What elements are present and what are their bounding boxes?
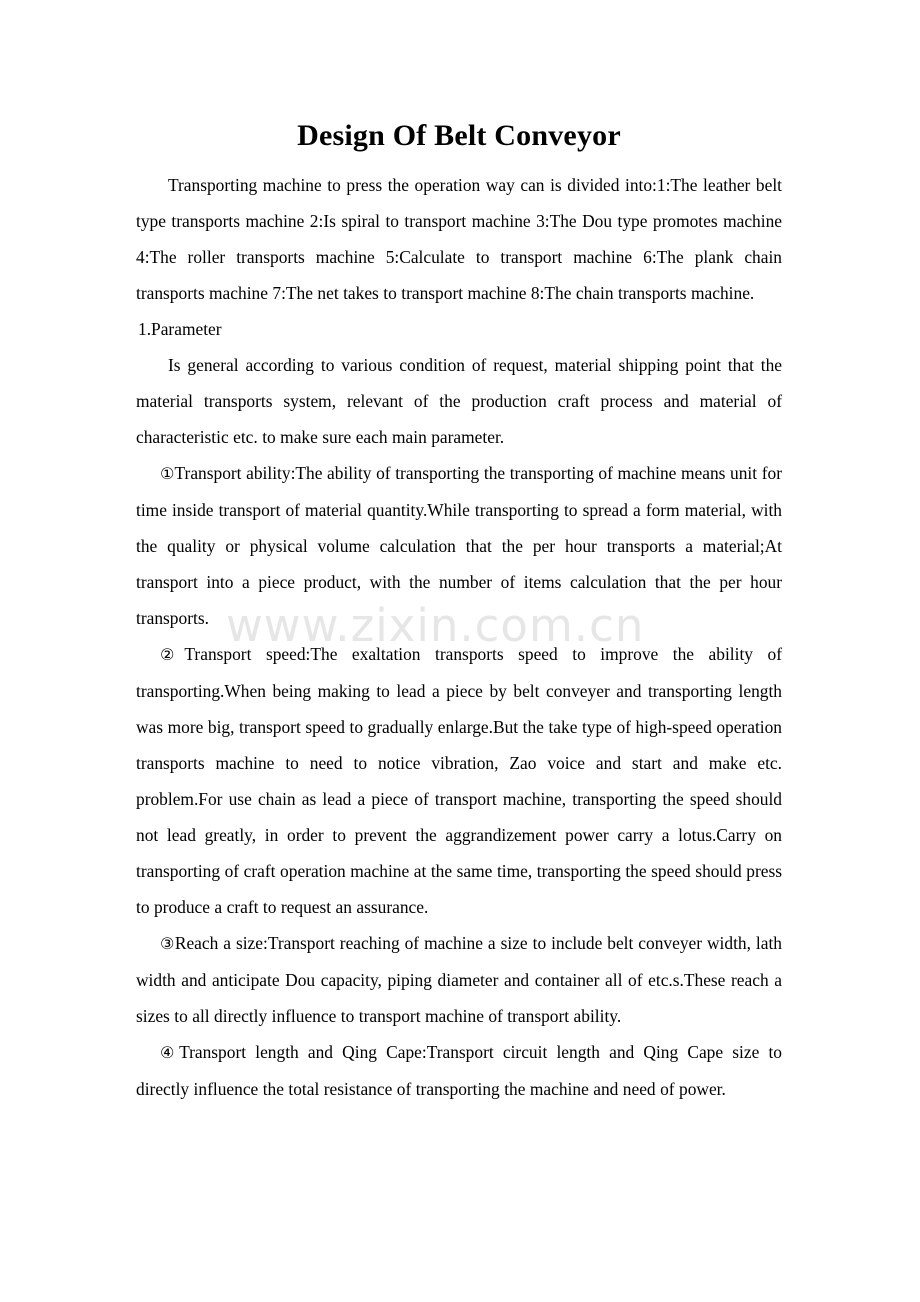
paragraph-item-3 [136,925,782,1034]
circled-number-2-icon: ② [160,645,185,664]
circled-number-3-icon: ③ [160,934,175,953]
paragraph-general [136,347,782,455]
circled-number-1-icon: ① [160,464,175,483]
page-title: Design Of Belt Conveyor [297,119,621,152]
paragraph-item-4-text: Transport length and Qing Cape:Transport circuit length and Qing Cape size to directly influence the total resistance of transporting the machine and need of power. [136,1042,783,1099]
watermark-text: www.zixin.com.cn [226,599,645,652]
paragraph-item-3-text: Reach a size:Transport reaching of machine a size to include belt conveyer width, lath width and anticipate Dou capacity, piping diameter and container all of etc.s.These reach a sizes to all directly influence to transport machine of transport ability. [136,933,782,1026]
paragraph-item-1 [136,455,782,636]
paragraph-item-2 [136,636,782,925]
circled-number-4-icon: ④ [160,1043,180,1062]
paragraph-intro: Transporting machine to press the operation way can is divided into:1:The leather belt type transports machine 2:Is spiral to transport machine 3:The Dou type promotes machine 4:The roller transports machine 5:Calculate to transport machine 6:The plank chain transports machine 7:The net takes to transport machine 8:The chain transports machine. [136,175,782,303]
document-body [136,0,782,1107]
heading-parameter: 1.Parameter [138,319,222,339]
paragraph-item-1-text: Transport ability:The ability of transporting the transporting of machine means unit for time inside transport of material quantity.While transporting to spread a form material, with the quality or physical volume calculation that the per hour transports a material;At transport into a piece product, with the number of items calculation that the per hour transports. [136,463,782,628]
paragraph-item-4 [136,1034,782,1107]
paragraph-general-text: Is general according to various condition of request, material shipping point that the material transports system, relevant of the production craft process and material of characteristic etc. to make sure each main parameter. [136,355,782,447]
paragraph-item-2-text: Transport speed:The exaltation transports speed to improve the ability of transporting.When being making to lead a piece by belt conveyer and transporting length was more big, transport speed to gradually enlarge.But the take type of high-speed operation transports machine to need to notice vibration, Zao voice and start and make etc. problem.For use chain as lead a piece of transport machine, transporting the speed should not lead greatly, in order to prevent the aggrandizement power carry a lotus.Carry on transporting of craft operation machine at the same time, transporting the speed should press to produce a craft to request an assurance. [136,644,782,917]
